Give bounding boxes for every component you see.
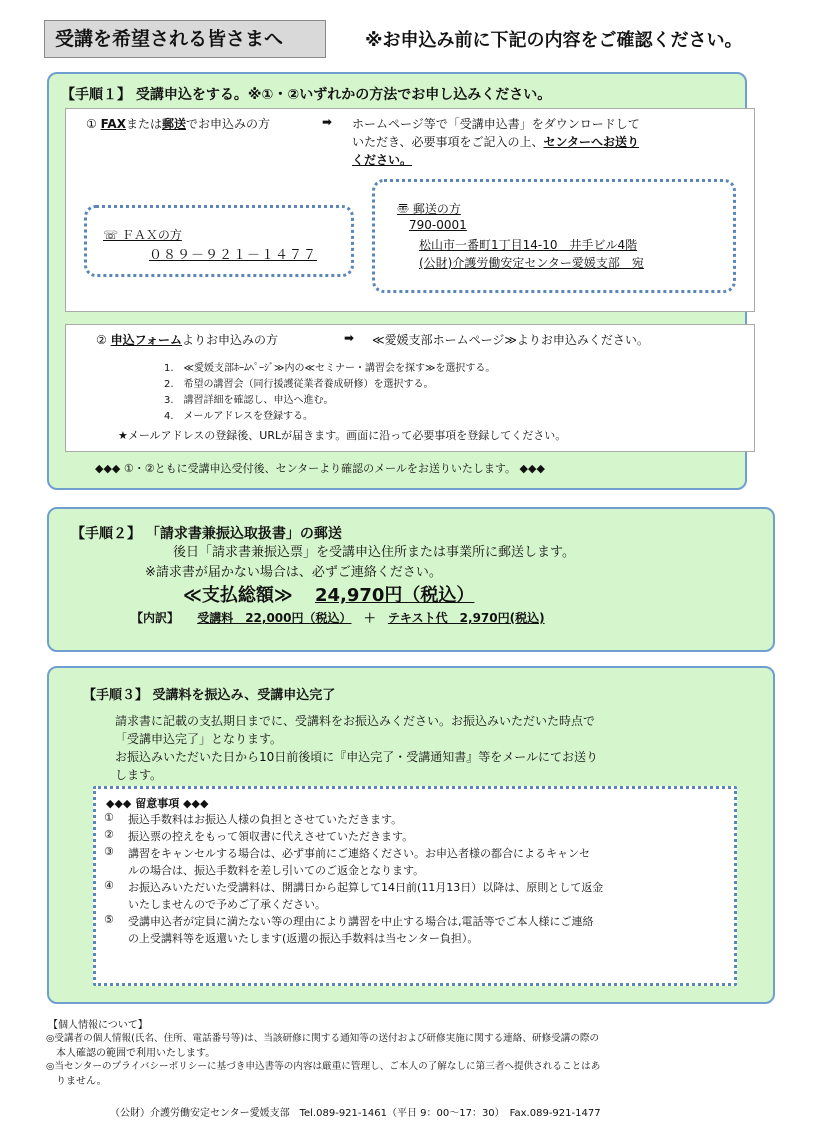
fax-box	[84, 205, 354, 277]
privacy-line1: ◎受講者の個人情報(氏名、住所、電話番号等)は、当該研修に関する通知等の送付および研修実施に関する連絡、研修受講の際の	[46, 1033, 600, 1044]
method2-arrow: ➡	[344, 331, 355, 345]
step3-p1a: 請求書に記載の支払期日までに、受講料をお振込みください。お振込みいただいた時点で	[115, 714, 596, 728]
post-org: (公財)介護労働安定センター愛媛支部 宛	[419, 256, 644, 270]
header-note: ※お申込み前に下記の内容をご確認ください。	[365, 30, 743, 51]
privacy-line4: りません。	[56, 1076, 107, 1087]
method1-num: ①	[86, 117, 97, 131]
method2-step-2: 2. 希望の講習会（同行援護従業者養成研修）を選択する。	[164, 379, 434, 390]
method1-box	[65, 108, 755, 312]
step3-title: 【手順３】 受講料を振込み、受講申込完了	[83, 688, 336, 703]
notes-title: ◆◆◆ 留意事項 ◆◆◆	[106, 797, 209, 810]
fee-value: 受講料 22,000円（税込）	[197, 611, 352, 625]
page-title: 受講を希望される皆さまへ	[44, 20, 326, 58]
method2-form: 申込フォーム	[110, 333, 182, 347]
notes-box: ◆◆◆ 留意事項 ◆◆◆ ① 振込手数料はお振込人様の負担とさせていただきます。 ② 振込票の控えをもって領収書に代えさせていただきます。 ③ 講習をキャンセルする場合は、必ず事前にご連絡ください。お申込者様の都合によるキャンセ ルの場合は、振込手数料を差し引いてのご返金となります。 ④ お振込みいただいた受講料は、開講日から起算して14日前(11月13日）以降は、原則として返金 いたしませんので予めご了承ください。 ⑤ 受講申込者が定員に満たない等の理由により講習を中止する場合は,電話等でご本人様にご連絡 の上受講料等を返還いたします(返還の振込手数料は当センター負担）。	[93, 786, 737, 986]
method1-desc2: いただき、必要事項をご記入の上、センターへお送り	[352, 135, 640, 149]
method2-desc: ≪愛媛支部ホームページ≫よりお申込みください。	[372, 333, 649, 347]
total-value: 24,970円（税込）	[314, 585, 475, 606]
step3-p2a: お振込みいただいた日から10日前後頃に『申込完了・受講通知書』等をメールにてお送り	[115, 750, 599, 764]
method1-post: 郵送	[161, 117, 186, 131]
method2-heading	[96, 331, 278, 348]
total-label: ≪支払総額≫	[183, 585, 293, 606]
step1-panel	[47, 72, 747, 490]
step1-title: 【手順１】 受講申込をする。※①・②いずれかの方法でお申し込みください。	[61, 87, 552, 103]
step2-panel	[47, 507, 775, 652]
post-label: 〠 郵送の方	[397, 202, 461, 216]
method1-heading	[86, 115, 270, 132]
method1-fax: FAX	[100, 117, 126, 131]
method2-step-4: 4. メールアドレスを登録する。	[164, 411, 314, 422]
privacy-line3: ◎当センターのプライバシーポリシーに基づき申込書等の内容は厳重に管理し、ご本人の了解なしに第三者へ提供されることはあ	[46, 1061, 601, 1072]
step1-footer: ◆◆◆ ①・②ともに受講申込受付後、センターより確認のメールをお送りいたします。 ◆◆◆	[95, 462, 545, 475]
method2-num: ②	[96, 333, 107, 347]
step2-title: 【手順２】 「請求書兼振込取扱書」の郵送	[71, 526, 342, 542]
method2-note: ★メールアドレスの登録後、URLが届きます。画面に沿って必要事項を登録してください。	[118, 429, 567, 442]
text-fee-value: テキスト代 2,970円(税込)	[387, 611, 545, 625]
fax-number: ０８９－９２１－１４７７	[149, 248, 318, 263]
method2-step-1: 1. ≪愛媛支部ﾎｰﾑﾍﾟｰｼﾞ≫内の≪セミナー・講習会を探す≫を選択する。	[164, 363, 496, 374]
step2-total	[183, 581, 474, 607]
step3-panel	[47, 666, 775, 1004]
post-address: 松山市一番町1丁目14-10 井手ビル4階	[419, 238, 638, 252]
step3-p1b: 「受講申込完了」となります。	[115, 732, 283, 746]
breakdown-label: 【内訳】	[131, 611, 180, 625]
method1-suffix: でお申込みの方	[185, 117, 270, 131]
step2-line1: 後日「請求書兼振込票」を受講申込住所または事業所に郵送します。	[173, 545, 575, 560]
step2-line2: ※請求書が届かない場合は、必ずご連絡ください。	[145, 565, 442, 580]
footer-contact: （公財）介護労働安定センター愛媛支部 Tel.089-921-1461（平日 9：00～17：30） Fax.089-921-1477	[110, 1108, 601, 1119]
post-zip: 790-0001	[409, 218, 467, 232]
method2-box	[65, 324, 755, 452]
privacy-title: 【個人情報について】	[48, 1020, 148, 1031]
step2-breakdown	[131, 609, 545, 626]
method1-desc3: ください。	[352, 153, 413, 167]
method1-mid: または	[125, 117, 162, 131]
method2-step-3: 3. 講習詳細を確認し、申込へ進む。	[164, 395, 334, 406]
privacy-line2: 本人確認の範囲で利用いたします。	[56, 1048, 216, 1059]
method1-arrow: ➡	[322, 115, 333, 129]
method2-suffix: よりお申込みの方	[182, 333, 279, 347]
plus-sign: ＋	[363, 611, 376, 625]
fax-label: ☏ ＦＡＸの方	[103, 228, 182, 242]
step3-p2b: します。	[115, 768, 163, 782]
method1-desc1: ホームページ等で「受講申込書」をダウンロードして	[352, 117, 640, 131]
post-box	[372, 179, 736, 293]
